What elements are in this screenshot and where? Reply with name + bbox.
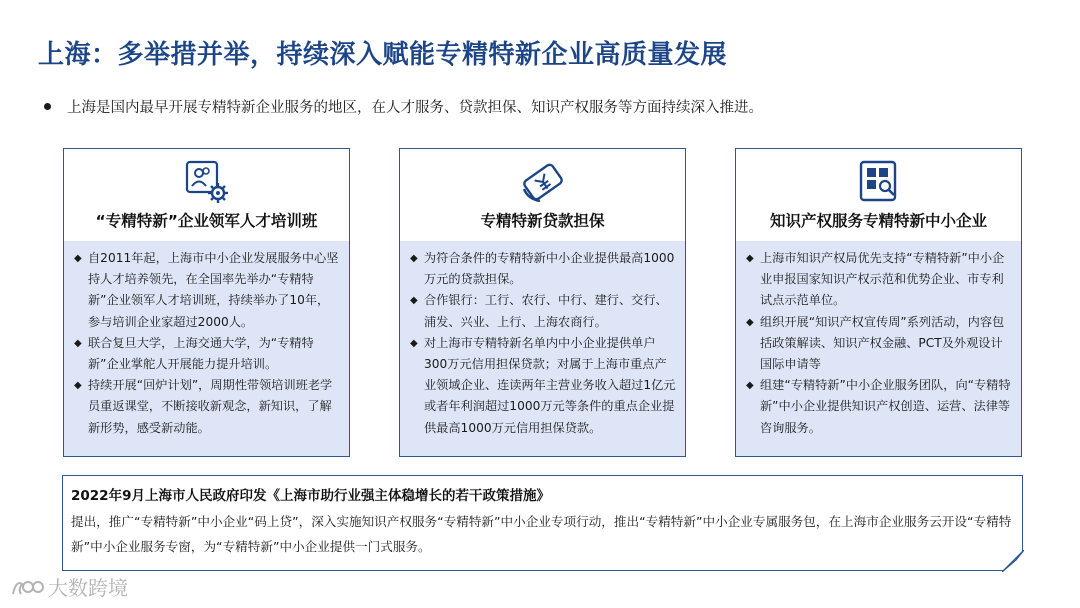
ip-service-icon	[856, 159, 902, 205]
item-text: 持续开展“回炉计划”，周期性带领培训班老学员重返课堂，不断接收新观念，新知识，了解新形势，感受新动能。	[88, 378, 333, 435]
intro-text: 上海是国内最早开展专精特新企业服务的地区，在人才服务、贷款担保、知识产权服务等方面持续深入推进。	[67, 100, 763, 116]
policy-body: 提出，推广“专精特新”中小企业“码上贷”，深入实施知识产权服务“专精特新”中小企业专项行动，推出“专精特新”中小企业专属服务包，在上海市企业服务云开设“专精特新”中小企业服务专窗，为“专精特新”中小企业提供一门式服务。	[71, 514, 1012, 554]
diamond-bullet-icon: ◆	[746, 253, 754, 264]
loan-guarantee-icon	[520, 159, 566, 205]
bullet-dot	[44, 103, 51, 110]
list-item	[74, 375, 341, 439]
watermark-text: 大数跨境	[48, 576, 128, 600]
page-title: 上海：多举措并举，持续深入赋能专精特新企业高质量发展	[38, 40, 728, 70]
diamond-bullet-icon: ◆	[410, 337, 418, 349]
page-fold-icon	[1002, 550, 1024, 572]
card-title: 知识产权服务专精特新中小企业	[769, 212, 987, 230]
diamond-bullet-icon: ◆	[746, 316, 754, 328]
item-text: 联合复旦大学，上海交通大学，为“专精特新”企业掌舵人开展能力提升培训。	[88, 335, 314, 372]
diamond-bullet-icon: ◆	[410, 253, 418, 264]
card-loan-guarantee	[399, 148, 686, 457]
list-item	[410, 248, 677, 290]
item-text: 组建“专精特新”中小企业服务团队，向“专精特新”中小企业提供知识产权创造、运营、法律等咨询服务。	[760, 378, 1011, 435]
card-talent-training	[63, 148, 350, 457]
policy-box	[62, 475, 1023, 571]
card-ip-service	[735, 148, 1022, 457]
card-body	[400, 241, 685, 456]
watermark	[10, 572, 128, 601]
item-text: 上海市知识产权局优先支持“专精特新”中小企业申报国家知识产权示范和优势企业、市专利试点示范单位。	[760, 251, 1005, 308]
diamond-bullet-icon: ◆	[74, 253, 82, 264]
list-item	[74, 248, 341, 333]
talent-training-icon	[184, 159, 230, 205]
policy-title: 2022年9月上海市人民政府印发《上海市助行业强主体稳增长的若干政策措施》	[71, 488, 550, 504]
item-text: 自2011年起，上海市中小企业发展服务中心坚持人才培养领先，在全国率先举办“专精特新”企业领军人才培训班，持续举办了10年，参与培训企业家超过2000人。	[88, 251, 339, 329]
list-item	[410, 333, 677, 439]
card-body	[64, 241, 349, 456]
list-item	[746, 312, 1013, 376]
diamond-bullet-icon: ◆	[74, 337, 82, 349]
item-text: 组织开展“知识产权宣传周”系列活动，内容包括政策解读、知识产权金融、PCT及外观设计国际申请等	[760, 314, 1005, 372]
list-item	[746, 375, 1013, 439]
item-text: 为符合条件的专精特新中小企业提供最高1000万元的贷款担保。	[424, 251, 675, 287]
list-item	[410, 290, 677, 332]
card-title: “专精特新”企业领军人才培训班	[95, 212, 318, 230]
item-text: 合作银行：工行、农行、中行、建行、交行、浦发、兴业、上行、上海农商行。	[424, 293, 668, 329]
watermark-logo-icon	[10, 576, 44, 598]
list-item	[746, 248, 1013, 312]
diamond-bullet-icon: ◆	[74, 380, 82, 392]
list-item	[74, 333, 341, 375]
diamond-bullet-icon: ◆	[746, 380, 754, 392]
diamond-bullet-icon: ◆	[410, 295, 418, 307]
card-title: 专精特新贷款担保	[480, 212, 605, 230]
intro-line	[44, 96, 763, 117]
item-text: 对上海市专精特新名单内中小企业提供单户300万元信用担保贷款；对属于上海市重点产业领域企业、连读两年主营业务收入超过1亿元或者年利润超过1000万元等条件的重点企业提供最高1000万元信用担保贷款。	[424, 335, 676, 435]
card-body	[736, 241, 1021, 456]
